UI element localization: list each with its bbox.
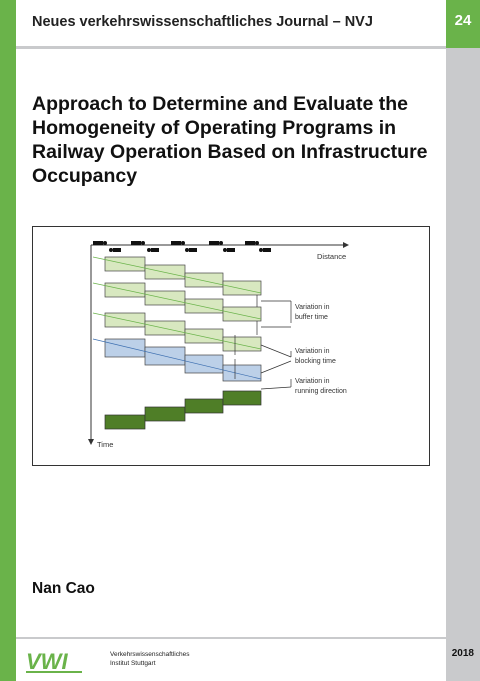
footer-divider [16, 637, 446, 639]
cover-figure [32, 226, 430, 466]
publisher-logo [24, 645, 190, 677]
volume-number: 24 [454, 12, 472, 29]
header-divider [16, 46, 446, 49]
label-blocking-time: Variation in blocking time [295, 348, 336, 365]
author-name: Nan Cao [32, 580, 95, 597]
book-title: Approach to Determine and Evaluate the Homogeneity of Operating Programs in Railway Operation Based on Infrastructure Occupancy [32, 93, 428, 187]
axis-y-label: Time [97, 440, 114, 449]
logo-line1: Verkehrswissenschaftliches [110, 651, 190, 658]
svg-text:VWI: VWI [26, 649, 68, 674]
journal-name: Neues verkehrswissenschaftliches Journal – NVJ [32, 14, 373, 30]
vwi-logo-icon [24, 645, 84, 675]
blocking-time-diagram [33, 227, 431, 467]
logo-line2: Institut Stuttgart [110, 660, 156, 667]
label-running-direction: Variation in running direction [295, 378, 347, 395]
right-side-bar [446, 0, 480, 681]
axis-x-label: Distance [317, 252, 347, 261]
label-buffer-time: Variation in buffer time [295, 304, 330, 321]
left-accent-bar [0, 0, 16, 681]
publication-year: 2018 [451, 648, 474, 659]
